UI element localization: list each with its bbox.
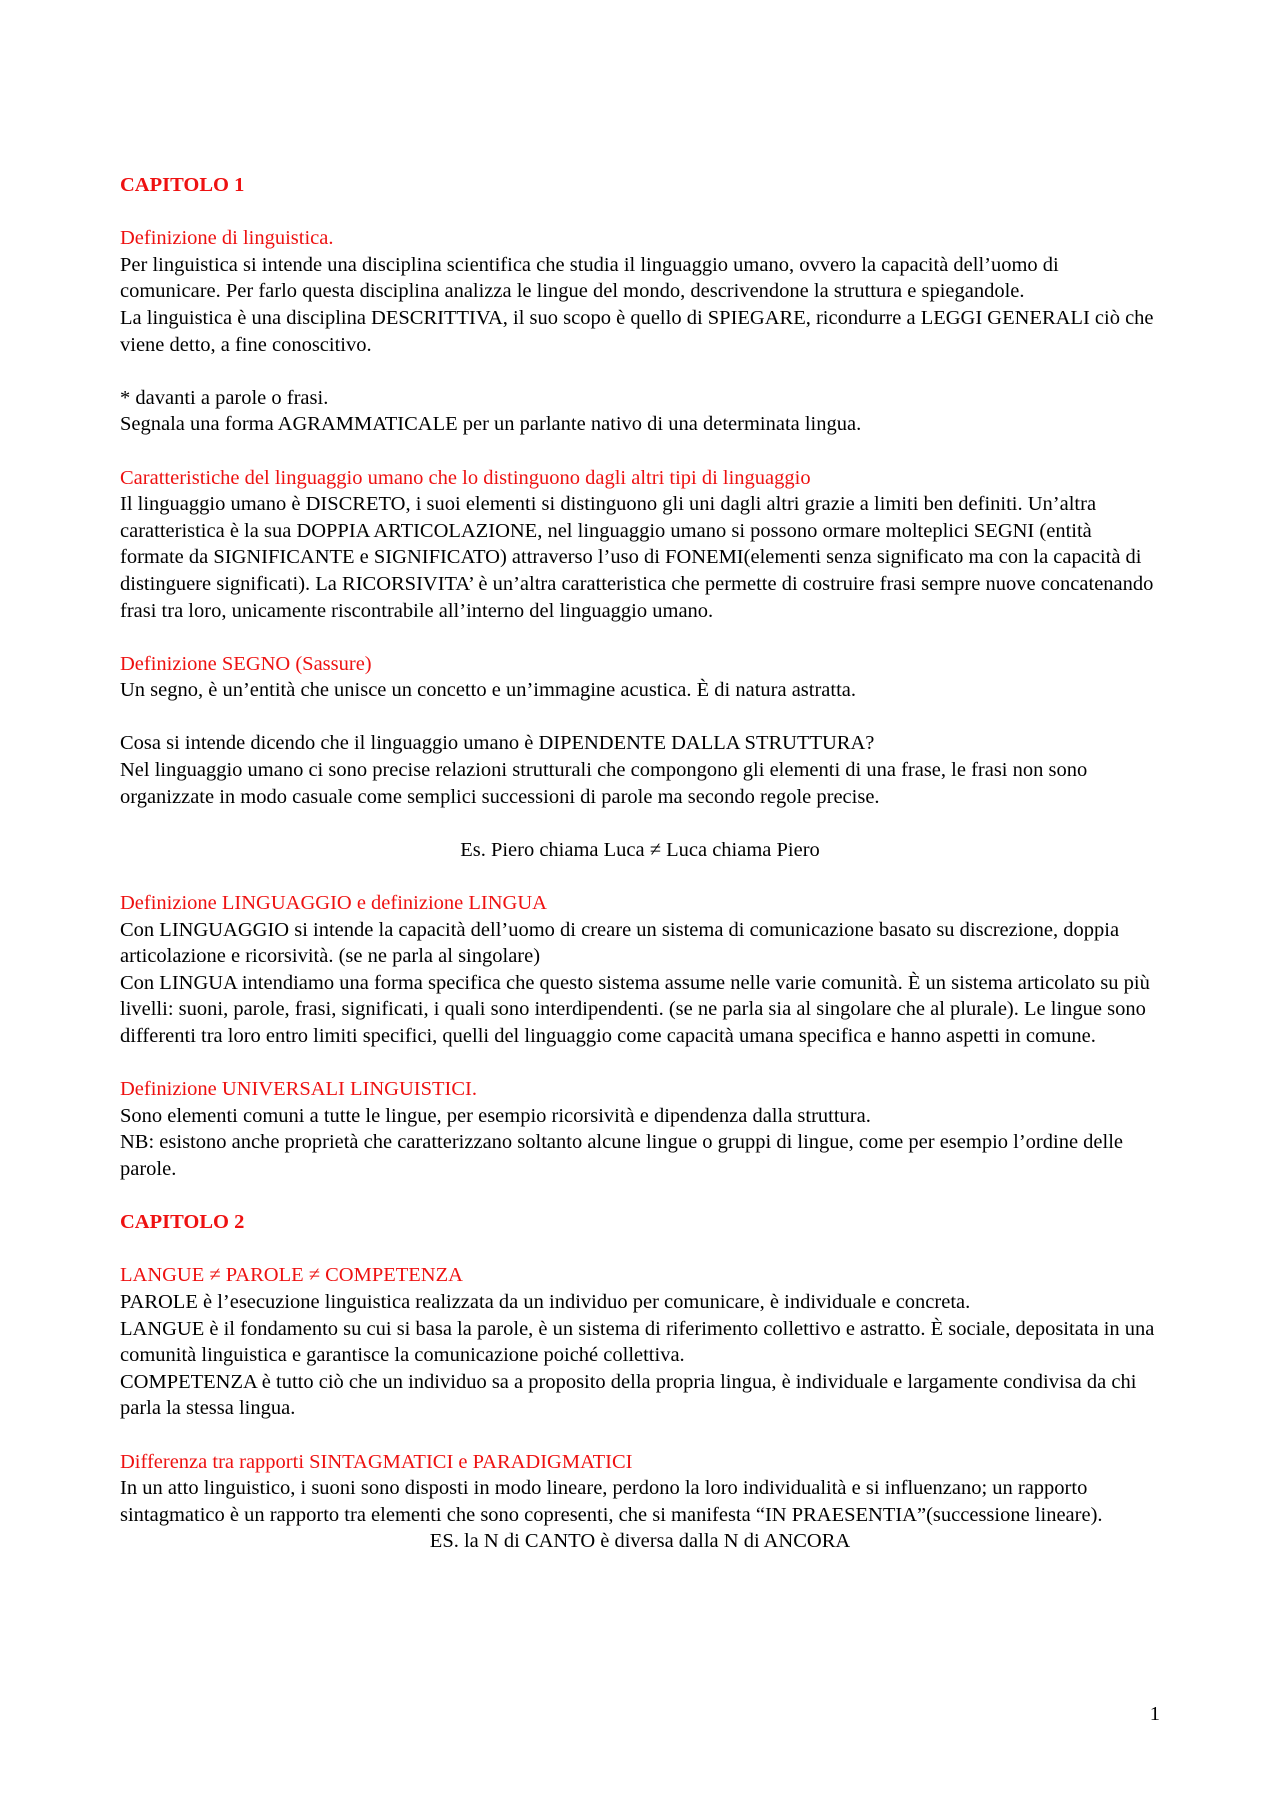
chapter-2-title: CAPITOLO 2: [120, 1211, 245, 1234]
paragraph: Un segno, è un’entità che unisce un concetto e un’immagine acustica. È di natura astratta.: [120, 679, 857, 702]
page-number: 1: [1149, 1703, 1160, 1725]
paragraph: Nel linguaggio umano ci sono precise relazioni strutturali che compongono gli elementi di una frase, le frasi non sono organizzate in modo casuale come semplici successioni di parole ma secondo regole precise.: [120, 759, 1088, 808]
example-text: ES. la N di CANTO è diversa dalla N di ANCORA: [429, 1530, 851, 1553]
paragraph: PAROLE è l’esecuzione linguistica realizzata da un individuo per comunicare, è individuale e concreta.: [120, 1290, 971, 1313]
section-heading-langue-parole: LANGUE ≠ PAROLE ≠ COMPETENZA: [120, 1264, 463, 1287]
spacer: [120, 199, 1160, 226]
section-heading-definizione-linguistica: Definizione di linguistica.: [120, 227, 334, 250]
paragraph: Per linguistica si intende una disciplina scientifica che studia il linguaggio umano, ovvero la capacità dell’uomo di comunicare. Per farlo questa disciplina analizza le lingue del mondo, descrivendone la struttura e spiegandole.: [120, 253, 1059, 303]
spacer: [120, 358, 1160, 385]
section-heading-caratteristiche: Caratteristiche del linguaggio umano che lo distinguono dagli altri tipi di linguaggio: [120, 466, 811, 489]
section-heading-rapporti: Differenza tra rapporti SINTAGMATICI e PARADIGMATICI: [120, 1450, 633, 1473]
example-text: Es. Piero chiama Luca ≠ Luca chiama Piero: [460, 838, 820, 861]
spacer: [120, 438, 1160, 465]
paragraph: NB: esistono anche proprietà che caratterizzano soltanto alcune lingue o gruppi di lingue, come per esempio l’ordine delle parole.: [120, 1131, 1124, 1180]
spacer: [120, 863, 1160, 890]
paragraph: La linguistica è una disciplina DESCRITTIVA, il suo scopo è quello di SPIEGARE, ricondurre a LEGGI GENERALI ciò che viene detto, a fine conoscitivo.: [120, 306, 1154, 356]
section-heading-segno: Definizione SEGNO (Sassure): [120, 652, 372, 675]
paragraph: In un atto linguistico, i suoni sono disposti in modo lineare, perdono la loro individualità e si influenzano; un rapporto sintagmatico è un rapporto tra elementi che sono copresenti, che si manifesta “IN PRAESENTIA”(successione lineare).: [120, 1477, 1103, 1526]
spacer: [120, 704, 1160, 731]
spacer: [120, 1183, 1160, 1210]
spacer: [120, 810, 1160, 837]
chapter-1-title: CAPITOLO 1: [120, 174, 245, 196]
paragraph: LANGUE è il fondamento su cui si basa la parole, è un sistema di riferimento collettivo e astratto. È sociale, depositata in una comunità linguistica e garantisce la comunicazione poiché collettiva.: [120, 1317, 1155, 1367]
paragraph: COMPETENZA è tutto ciò che un individuo sa a proposito della propria lingua, è individuale e largamente condivisa da chi parla la stessa lingua.: [120, 1370, 1137, 1420]
section-heading-universali: Definizione UNIVERSALI LINGUISTICI.: [120, 1078, 477, 1101]
paragraph: Sono elementi comuni a tutte le lingue, per esempio ricorsività e dipendenza dalla struttura.: [120, 1104, 871, 1127]
paragraph: Il linguaggio umano è DISCRETO, i suoi elementi si distinguono gli uni dagli altri grazie a limiti ben definiti. Un’altra caratteristica è la sua DOPPIA ARTICOLAZIONE, nel linguaggio umano si possono ormare molteplici SEGNI (entità formate da SIGNIFICANTE e SIGNIFICATO) attraverso l’uso di FONEMI(elementi senza significato ma con la capacità di distinguere significati). La RICORSIVITA’ è un’altra caratteristica che permette di costruire frasi sempre nuove concatenando frasi tra loro, unicamente riscontrabile all’interno del linguaggio umano.: [120, 493, 1154, 622]
paragraph: * davanti a parole o frasi.: [120, 386, 329, 409]
paragraph: Segnala una forma AGRAMMATICALE per un parlante nativo di una determinata lingua.: [120, 413, 862, 436]
spacer: [120, 1050, 1160, 1077]
paragraph: Con LINGUAGGIO si intende la capacità dell’uomo di creare un sistema di comunicazione basato su discrezione, doppia articolazione e ricorsività. (se ne parla al singolare): [120, 918, 1120, 968]
spacer: [120, 1236, 1160, 1263]
spacer: [120, 1422, 1160, 1449]
spacer: [120, 624, 1160, 651]
section-heading-linguaggio-lingua: Definizione LINGUAGGIO e definizione LINGUA: [120, 892, 547, 915]
paragraph: Con LINGUA intendiamo una forma specifica che questo sistema assume nelle varie comunità. È un sistema articolato su più livelli: suoni, parole, frasi, significati, i quali sono interdipendenti. (se ne parla sia al singolare che al plurale). Le lingue sono differenti tra loro entro limiti specifici, quelli del linguaggio come capacità umana specifica e hanno aspetti in comune.: [120, 971, 1150, 1047]
question-text: Cosa si intende dicendo che il linguaggio umano è DIPENDENTE DALLA STRUTTURA?: [120, 732, 875, 755]
document-page: [120, 172, 1160, 1555]
